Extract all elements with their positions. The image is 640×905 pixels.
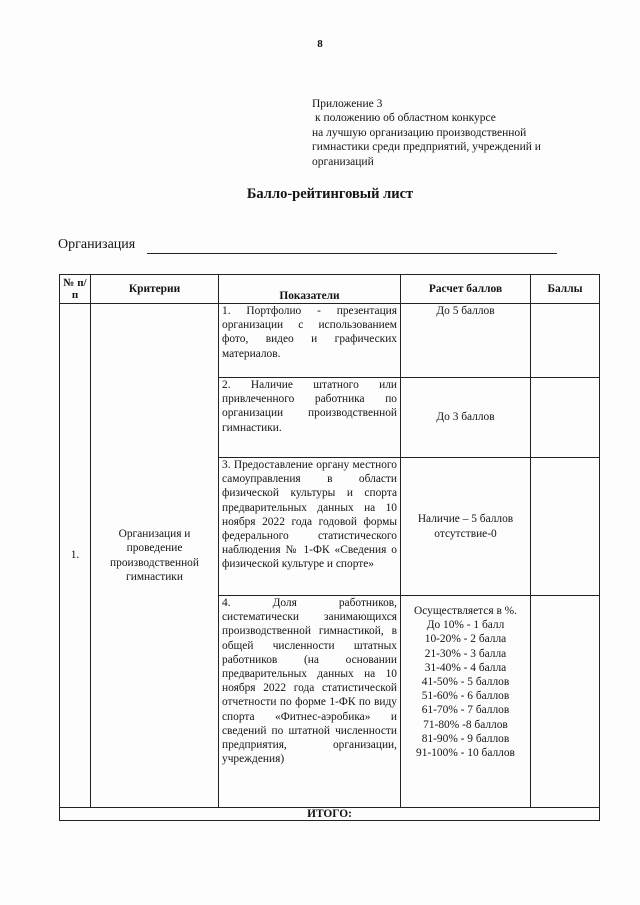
header-indicators: Показатели: [219, 275, 401, 304]
calculation-2: До 3 баллов: [401, 378, 531, 458]
calculation-4-scale: [404, 618, 527, 760]
rating-table: [59, 274, 600, 821]
calculation-4-intro: Осуществляется в %.: [414, 605, 517, 617]
header-points: Баллы: [531, 275, 600, 304]
scale-line: До 10% - 1 балл: [426, 619, 505, 632]
appendix-line: к положению об областном конкурсе: [315, 112, 496, 125]
indicator-4: 4. Доля работников, систематически занимающихся производственной гимнастикой, в общей численности штатных работников (на основании предварительных данных на 10 ноября 2022 года статистической отчетности по форме 1-ФК по виду спорта «Фитнес-аэробика» и сведений по штатной численности предприятия, организации, учреждения): [219, 596, 401, 808]
total-row: [60, 808, 600, 821]
appendix-note: [312, 97, 612, 169]
calculation-3: Наличие – 5 баллов отсутствие-0: [401, 458, 531, 596]
points-cell-3: [531, 458, 600, 596]
points-cell-4: [531, 596, 600, 808]
scale-line: 21-30% - 3 балла: [424, 647, 507, 660]
document-title: Балло-рейтинговый лист: [246, 186, 414, 202]
table-header-row: [60, 275, 600, 304]
indicator-3: 3. Предоставление органу местного самоуправления в области физической культуры и спорта предварительных данных на 10 ноября 2022 года годовой формы федерального статистического наблюдения № 1-ФК «Сведения о физической культуре и спорте»: [219, 458, 401, 596]
scale-line: 61-70% - 7 баллов: [421, 704, 510, 717]
organization-fill-line: [147, 253, 557, 254]
appendix-line: гимнастики среди предприятий, учреждений и: [312, 141, 541, 154]
points-cell-1: [531, 304, 600, 378]
calculation-1: До 5 баллов: [401, 304, 531, 378]
scale-line: 91-100% - 10 баллов: [416, 747, 515, 760]
calculation-4: [401, 596, 531, 808]
appendix-line: организаций: [312, 155, 374, 168]
header-criteria: Критерии: [91, 275, 219, 304]
scale-line: 51-60% - 6 баллов: [421, 690, 510, 703]
scale-line: 71-80% -8 баллов: [423, 718, 508, 731]
header-calculation: Расчет баллов: [401, 275, 531, 304]
appendix-line: Приложение 3: [312, 98, 383, 110]
header-num: № п/п: [60, 275, 91, 304]
scale-line: 31-40% - 4 балла: [424, 661, 507, 674]
indicator-1: 1. Портфолио - презентация организации с использованием фото, видео и графических материалов.: [219, 304, 401, 378]
page-number: 8: [317, 38, 323, 50]
appendix-line: на лучшую организацию производственной: [312, 126, 527, 139]
organization-label: Организация: [58, 237, 136, 252]
criterion-cell: Организация и проведение производственной гимнастики: [91, 304, 219, 808]
indicator-2: 2. Наличие штатного или привлеченного работника по организации производственной гимнастики.: [219, 378, 401, 458]
scale-line: 10-20% - 2 балла: [424, 633, 507, 646]
points-cell-2: [531, 378, 600, 458]
total-label: ИТОГО:: [60, 808, 600, 821]
table-row: [60, 304, 600, 378]
row-number: 1.: [60, 304, 91, 808]
scale-line: 41-50% - 5 баллов: [421, 676, 510, 689]
scale-line: 81-90% - 9 баллов: [421, 732, 510, 745]
